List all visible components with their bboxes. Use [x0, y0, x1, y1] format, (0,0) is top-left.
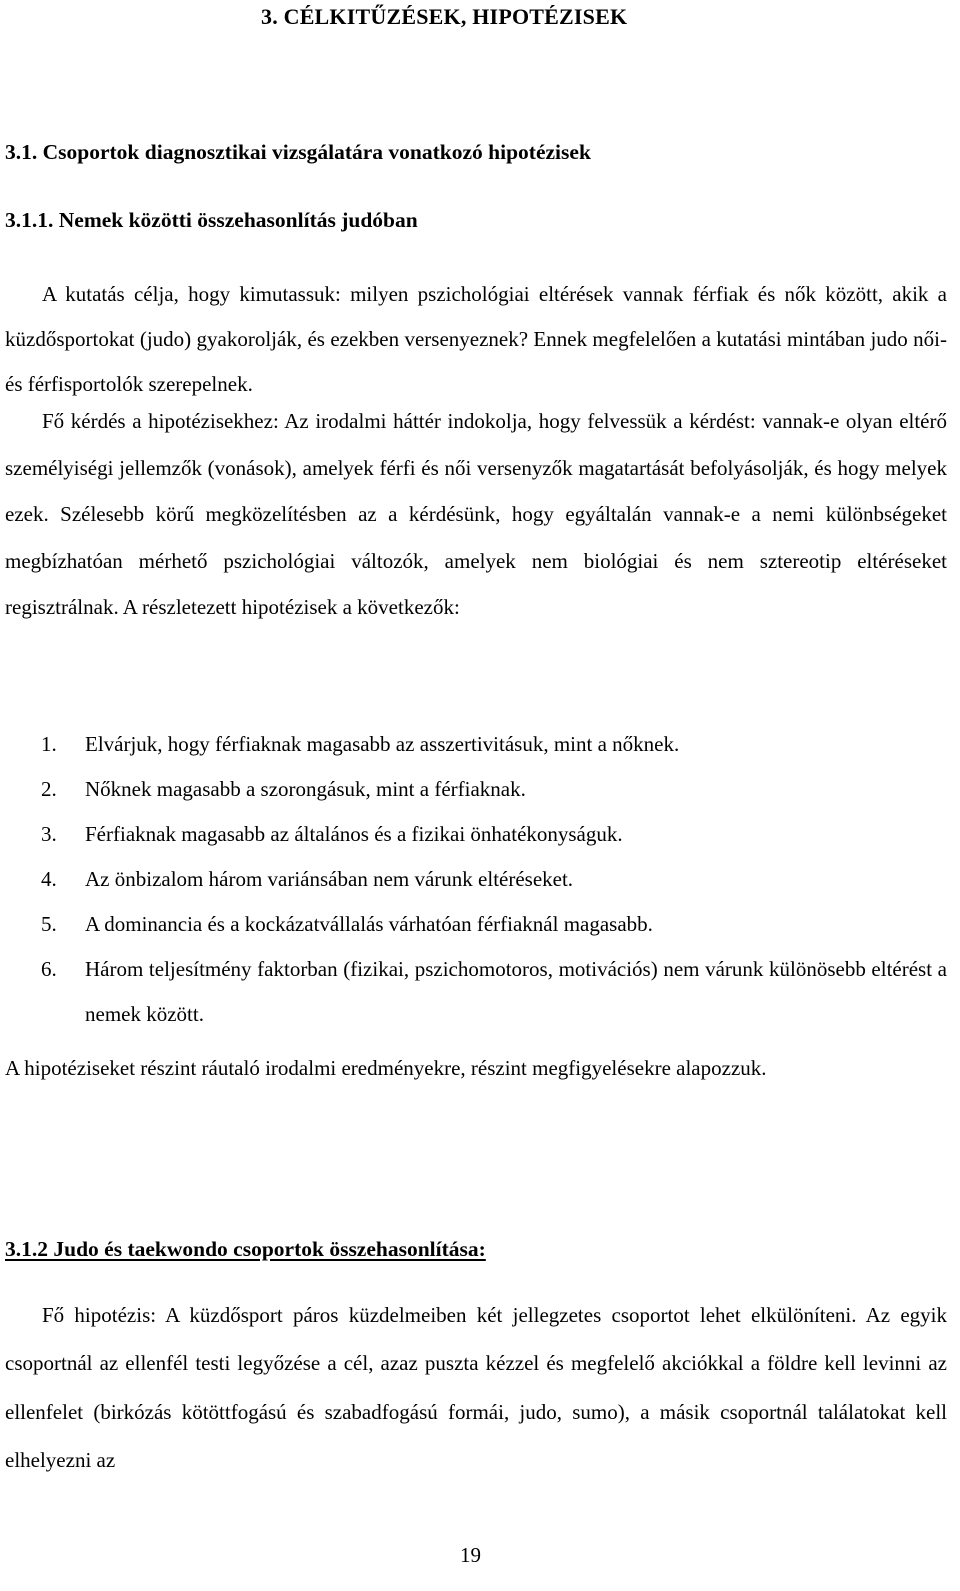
list-item-number: 2.	[41, 777, 57, 801]
page-number: 19	[460, 1543, 481, 1567]
list-item-text: Nőknek magasabb a szorongásuk, mint a férfiaknak.	[85, 777, 526, 801]
list-item-text: Férfiaknak magasabb az általános és a fizikai önhatékonyságuk.	[85, 822, 623, 846]
list-item-number: 3.	[41, 822, 57, 846]
paragraph-text: Fő kérdés a hipotézisekhez: Az irodalmi háttér indokolja, hogy felvessük a kérdést: vannak-e olyan eltérő személyiségi jellemzők (vonások), amelyek férfi és női versenyzők magatartását befolyásolják, és hogy melyek ezek. Szélesebb körű megközelítésben az a kérdésünk, hogy egyáltalán vannak-e a nemi különbségeket megbízhatóan mérhető pszichológiai változók, amelyek nem biológiai és nem sztereotip eltéréseket regisztrálnak. A részletezett hipotézisek a következők:	[5, 409, 947, 619]
list-item	[5, 902, 947, 947]
list-item-text: A dominancia és a kockázatvállalás várhatóan férfiaknál magasabb.	[85, 912, 653, 936]
paragraph-text: Fő hipotézis: A küzdősport páros küzdelmeiben két jellegzetes csoportot lehet elkülöníteni. Az egyik csoportnál az ellenfél testi legyőzése a cél, azaz puszta kézzel és megfelelő akciókkal a földre kell levinni az ellenfelet (birkózás kötöttfogású és szabadfogású formái, judo, sumo), a másik csoportnál találatokat kell elhelyezni az	[5, 1303, 947, 1472]
list-item	[5, 722, 947, 767]
paragraph-main-hypothesis	[5, 1291, 947, 1484]
list-item-number: 5.	[41, 912, 57, 936]
list-item	[5, 767, 947, 812]
paragraph-closing: A hipotéziseket részint ráutaló irodalmi eredményekre, részint megfigyelésekre alapozzuk.	[5, 1056, 767, 1080]
list-item	[5, 857, 947, 902]
paragraph-research-aim	[5, 272, 947, 407]
hypotheses-list	[5, 722, 947, 1037]
subsection-heading-3-1-2: 3.1.2 Judo és taekwondo csoportok összehasonlítása:	[5, 1237, 486, 1261]
chapter-title: 3. CÉLKITŰZÉSEK, HIPOTÉZISEK	[261, 4, 628, 29]
subsection-heading-3-1-1: 3.1.1. Nemek közötti összehasonlítás judóban	[5, 208, 418, 232]
paragraph-main-question	[5, 398, 947, 631]
list-item-text: Három teljesítmény faktorban (fizikai, pszichomotoros, motivációs) nem várunk különösebb eltérést a nemek között.	[85, 957, 947, 1026]
list-item-number: 4.	[41, 867, 57, 891]
list-item	[5, 812, 947, 857]
list-item-text: Elvárjuk, hogy férfiaknak magasabb az asszertivitásuk, mint a nőknek.	[85, 732, 680, 756]
list-item-number: 1.	[41, 732, 57, 756]
list-item-number: 6.	[41, 957, 57, 981]
list-item	[5, 947, 947, 1037]
section-heading: 3.1. Csoportok diagnosztikai vizsgálatára vonatkozó hipotézisek	[5, 140, 591, 164]
paragraph-text: A kutatás célja, hogy kimutassuk: milyen pszichológiai eltérések vannak férfiak és nők között, akik a küzdősportokat (judo) gyakorolják, és ezekben versenyeznek? Ennek megfelelően a kutatási mintában judo női- és férfisportolók szerepelnek.	[5, 282, 947, 396]
list-item-text: Az önbizalom három variánsában nem várunk eltéréseket.	[85, 867, 574, 891]
